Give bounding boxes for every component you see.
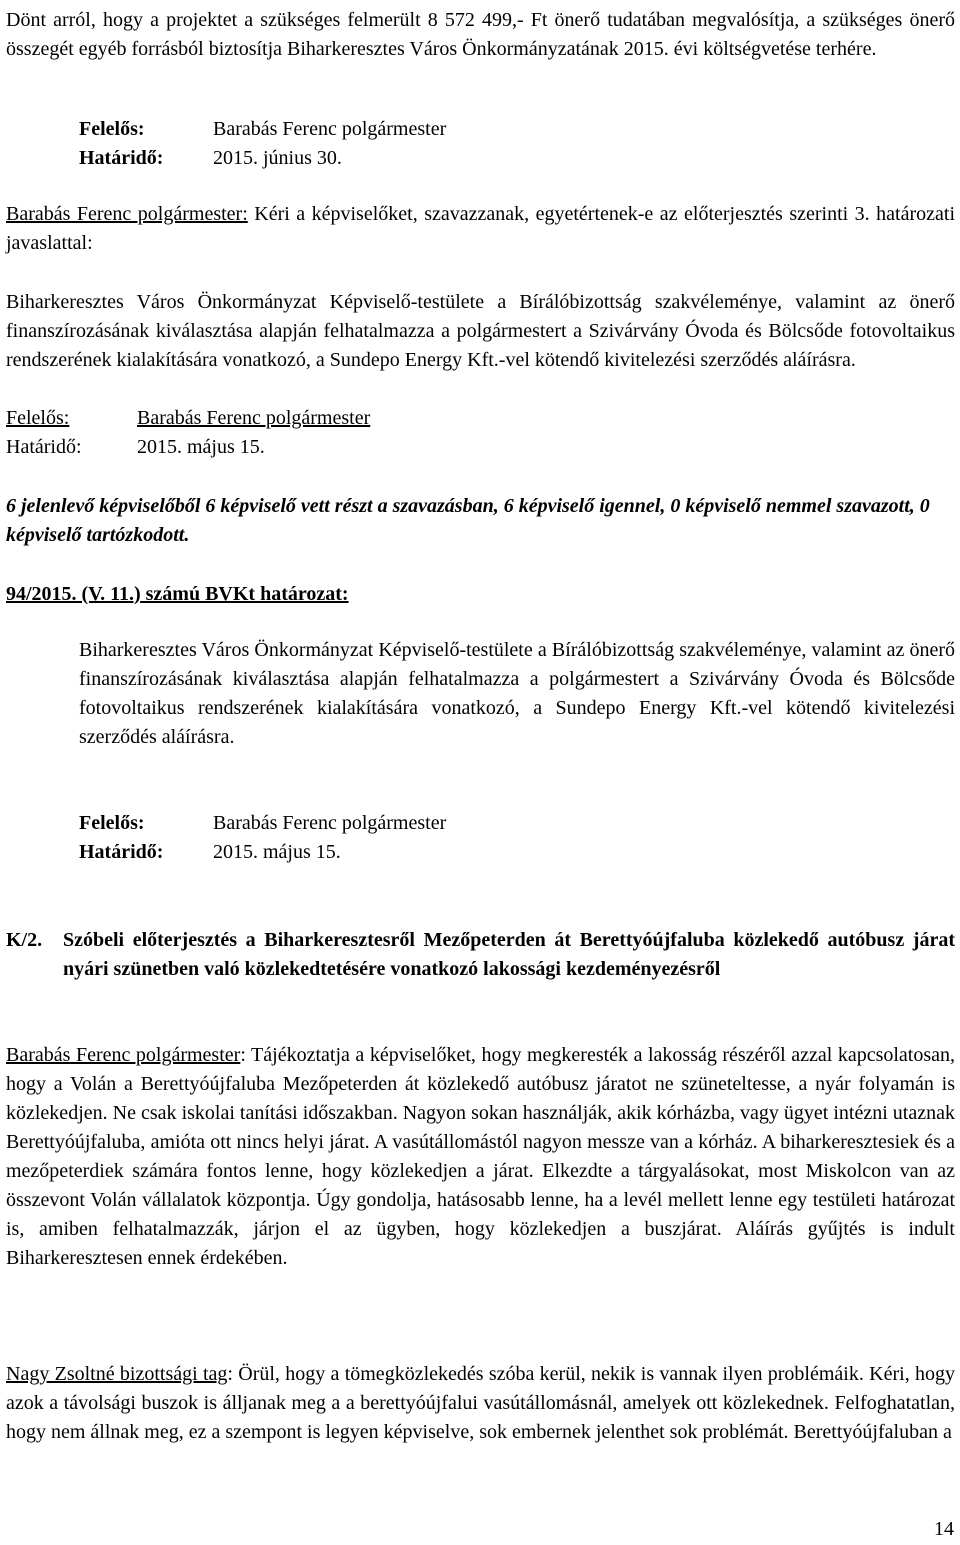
agenda-item-title: Szóbeli előterjesztés a Biharkeresztesről Mezőpeterden át Berettyóújfaluba közlekedő autóbusz járat nyári szünetben való közlekedtetésére vonatkozó lakossági kezdeményezésről: [63, 929, 955, 980]
felelos-value: Barabás Ferenc polgármester: [213, 812, 447, 834]
hatarido-value: 2015. május 15.: [213, 841, 341, 863]
paragraph-mayor-request: [6, 200, 955, 258]
resolution-heading: [6, 580, 955, 609]
hatarido-label: Határidő:: [6, 436, 82, 458]
responsibility-block-1: [79, 115, 955, 173]
vote-result: 6 jelenlevő képviselőből 6 képviselő vett részt a szavazásban, 6 képviselő igennel, 0 képviselő nemmel szavazott, 0 képviselő tartózkodott.: [6, 495, 930, 546]
responsibility-block-3: [79, 809, 955, 867]
hatarido-line: [79, 838, 955, 867]
paragraph-proposal: Biharkeresztes Város Önkormányzat Képviselő-testülete a Bírálóbizottság szakvéleménye, valamint az önerő finanszírozásának kiválasztása alapján felhatalmazza a polgármestert a Szivárvány Óvoda és Bölcsőde fotovoltaikus rendszerének kialakítására vonatkozó, a Sundepo Energy Kft.-vel kötendő kivitelezési szerződés aláírásra.: [6, 291, 955, 371]
page-number: 14: [934, 1518, 954, 1540]
paragraph-committee-member: [6, 1360, 955, 1447]
felelos-line: [6, 404, 955, 433]
felelos-label: Felelős:: [79, 812, 145, 834]
felelos-value: Barabás Ferenc polgármester: [213, 118, 447, 140]
speaker-colon: :: [240, 1044, 246, 1066]
speaker-text: Örül, hogy a tömegközlekedés szóba kerül, nekik is vannak ilyen problémáik. Kéri, hogy azok a távolsági buszok is álljanak meg a a berettyóújfalui vasútállomásnál, amelyek ott közlekednek. Felfoghatatlan, hogy nem állnak meg, ez a szempont is legyen képviselve, sok embernek jelenthet sok problémát. Berettyóújfaluban a: [6, 1363, 955, 1443]
hatarido-line: [79, 144, 955, 173]
responsibility-block-2: [6, 404, 955, 462]
paragraph-mayor-info: [6, 1041, 955, 1273]
paragraph-decision: Dönt arról, hogy a projektet a szükséges felmerült 8 572 499,- Ft önerő tudatában megvalósítja, a szükséges önerő összegét egyéb forrásból biztosítja Biharkeresztes Város Önkormányzatának 2015. évi költségvetése terhére.: [6, 9, 955, 60]
speaker-text: Kéri a képviselőket, szavazzanak, egyetértenek-e az előterjesztés szerinti 3. határozati javaslattal:: [6, 203, 955, 254]
speaker-name: Nagy Zsoltné bizottsági tag: [6, 1363, 228, 1385]
hatarido-value: 2015. május 15.: [137, 436, 265, 458]
hatarido-line: [6, 433, 955, 462]
agenda-item-number: K/2.: [6, 929, 43, 951]
resolution-number: 94/2015. (V. 11.): [6, 583, 141, 605]
felelos-label: Felelős:: [79, 118, 145, 140]
felelos-label: Felelős:: [6, 407, 70, 429]
hatarido-label: Határidő:: [79, 147, 164, 169]
felelos-line: [79, 115, 955, 144]
hatarido-label: Határidő:: [79, 841, 164, 863]
hatarido-value: 2015. június 30.: [213, 147, 342, 169]
agenda-item-k2: [6, 926, 955, 984]
resolution-text: Biharkeresztes Város Önkormányzat Képviselő-testülete a Bírálóbizottság szakvéleménye, valamint az önerő finanszírozásának kiválasztása alapján felhatalmazza a polgármestert a Szivárvány Óvoda és Bölcsőde fotovoltaikus rendszerének kialakítására vonatkozó, a Sundepo Energy Kft.-vel kötendő kivitelezési szerződés aláírásra.: [79, 639, 955, 748]
speaker-text: Tájékoztatja a képviselőket, hogy megkeresték a lakosság részéről azzal kapcsolatosan, hogy a Volán a Berettyóújfaluba Mezőpeterden át közlekedő autóbusz járatot ne szüneteltesse, a nyár folyamán is közlekedjen. Ne csak iskolai tanítási időszakban. Nagyon sokan használják, akik kórházba, vagy ügyet intézni utaznak Berettyóújfaluba, amióta ott nincs helyi járat. A vasútállomástól nagyon messze van a kórház. A biharkeresztesiek és a mezőpeterdiek számára fontos lenne, hogy közlekedjen a járat. Elkezdte a tárgyalásokat, most Miskolcon van az összevont Volán vállalatok központja. Úgy gondolja, hatásosabb lenne, ha a levél mellett lenne egy testületi határozat is, amiben felhatalmazzák, járjon el az ügyben, hogy közlekedjen a buszjárat. Aláírás gyűjtés is indult Biharkeresztesen ennek érdekében.: [6, 1044, 956, 1269]
speaker-name: Barabás Ferenc polgármester:: [6, 203, 248, 225]
speaker-name: Barabás Ferenc polgármester: [6, 1044, 241, 1066]
felelos-value: Barabás Ferenc polgármester: [137, 407, 371, 429]
resolution-title: számú BVKt határozat:: [140, 583, 349, 605]
felelos-line: [79, 809, 955, 838]
speaker-colon: :: [227, 1363, 233, 1385]
